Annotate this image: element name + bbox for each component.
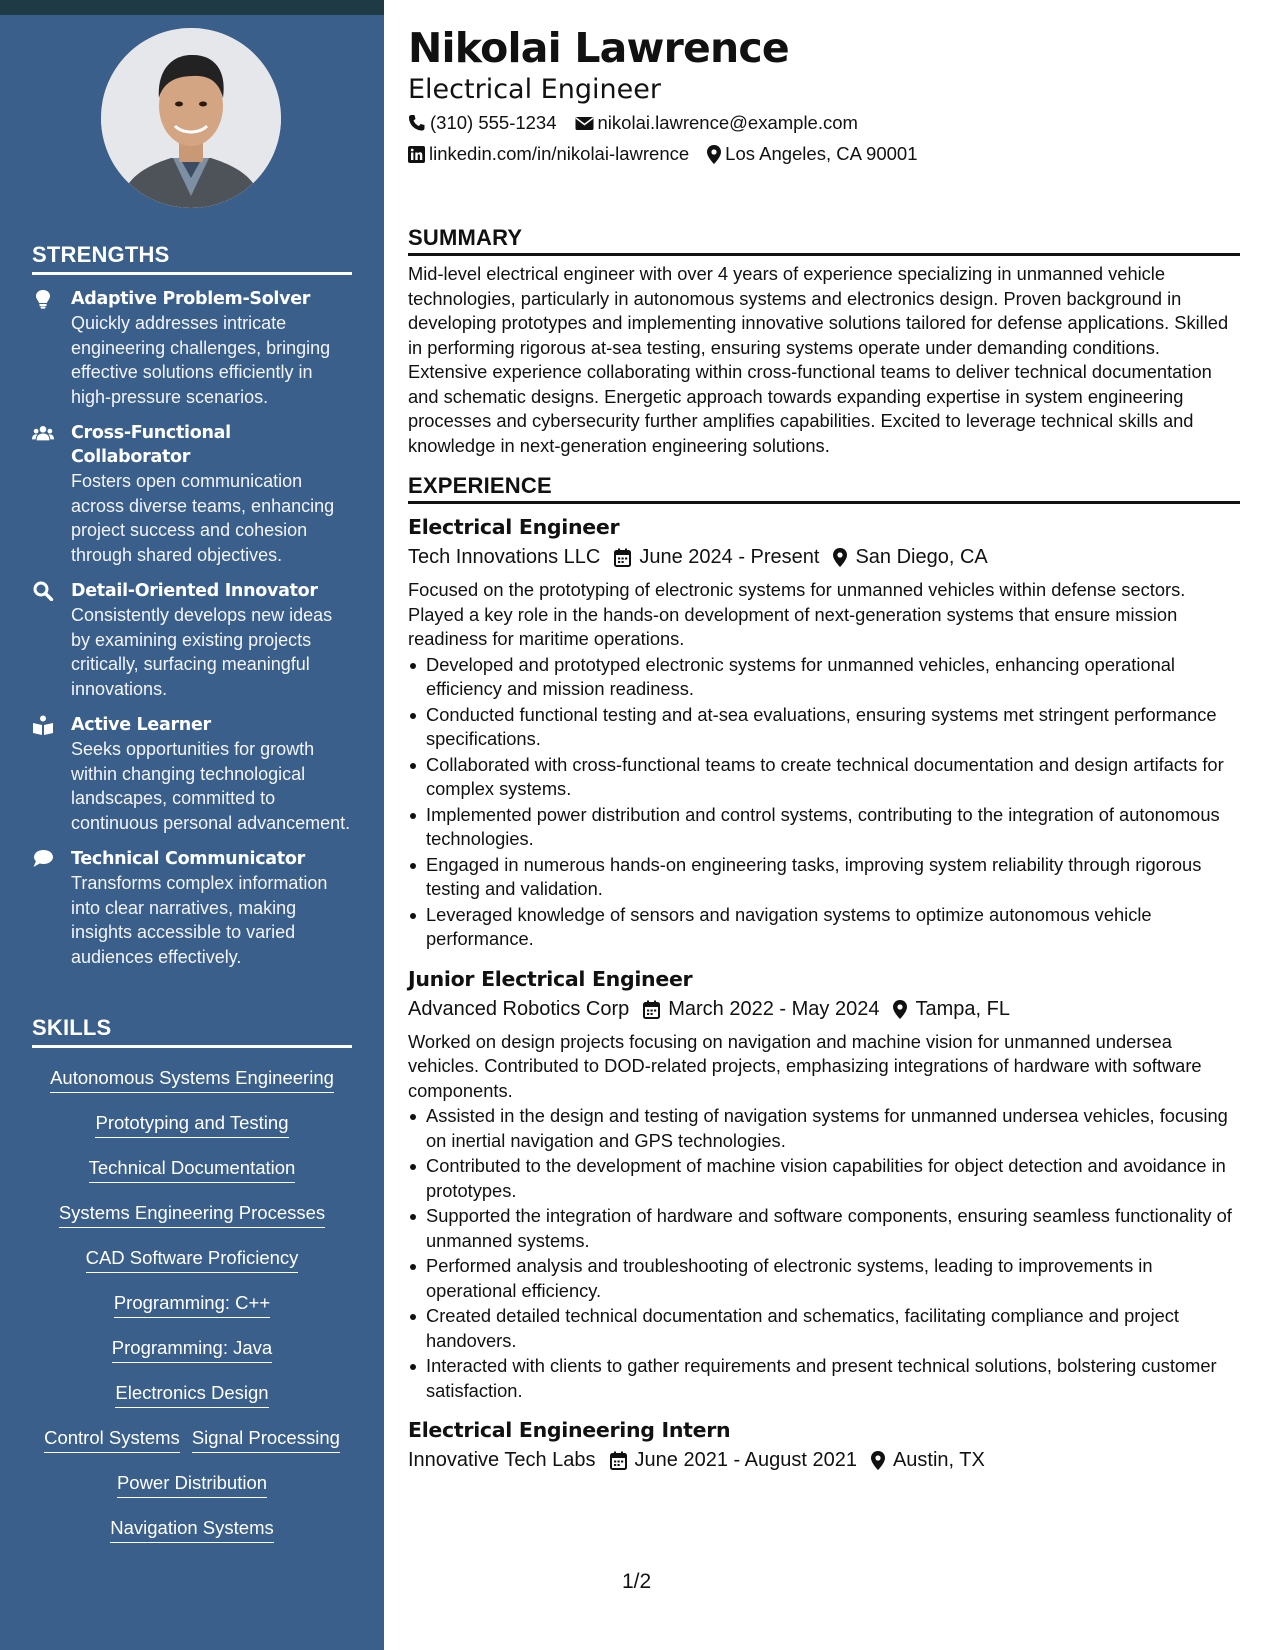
contact-location — [707, 138, 917, 170]
job-dates-text: March 2022 - May 2024 — [668, 997, 880, 1020]
bullet-item: Conducted functional testing and at-sea evaluations, ensuring systems met stringent performance specifications. — [408, 703, 1240, 752]
strength-desc: Consistently develops new ideas by examining existing projects critically, surfacing meaningful innovations. — [71, 605, 333, 699]
book-reader-icon — [32, 715, 54, 735]
bullet-item: Leveraged knowledge of sensors and navigation systems to optimize autonomous vehicle performance. — [408, 903, 1240, 952]
top-accent-bar — [0, 0, 384, 15]
strength-desc: Seeks opportunities for growth within changing technological landscapes, committed to continuous personal advancement. — [71, 739, 351, 833]
map-pin-icon — [871, 1451, 885, 1470]
job-meta — [408, 1445, 1240, 1476]
job-location-text: Austin, TX — [892, 1449, 985, 1471]
job-description: Focused on the prototyping of electronic systems for unmanned vehicles within defense sectors. Played a key role in the hands-on development of next-generation systems that ensure mission readiness for maritime operations. — [408, 579, 1186, 649]
summary-heading: SUMMARY — [408, 225, 1240, 256]
map-pin-icon — [893, 1000, 907, 1019]
skill-tag: Navigation Systems — [110, 1516, 273, 1543]
strengths-heading: STRENGTHS — [32, 242, 352, 275]
candidate-title: Electrical Engineer — [408, 74, 661, 105]
strength-item — [32, 713, 352, 835]
skill-tag: Prototyping and Testing — [95, 1111, 288, 1138]
skill-tag: Technical Documentation — [89, 1156, 296, 1183]
location-text: Los Angeles, CA 90001 — [725, 143, 918, 164]
skill-tag: CAD Software Proficiency — [86, 1246, 299, 1273]
skills-list — [32, 1058, 352, 1553]
job-title: Electrical Engineering Intern — [408, 1418, 731, 1442]
phone-text: (310) 555-1234 — [430, 112, 557, 133]
strengths-section — [32, 242, 352, 969]
map-pin-icon — [833, 548, 847, 567]
phone-icon — [408, 114, 426, 132]
job-dates — [643, 994, 879, 1025]
strength-desc: Quickly addresses intricate engineering challenges, bringing effective solutions efficiently in high-pressure scenarios. — [71, 313, 331, 407]
job-entry — [408, 964, 1240, 1404]
job-dates — [610, 1445, 857, 1476]
skill-tag: Programming: C++ — [114, 1291, 270, 1318]
strength-item — [32, 579, 352, 701]
skill-tag: Programming: Java — [112, 1336, 272, 1363]
contact-row — [408, 138, 1240, 170]
users-icon — [32, 423, 54, 443]
job-entry — [408, 1415, 1240, 1476]
job-location-text: San Diego, CA — [855, 546, 988, 568]
strength-title: Detail-Oriented Innovator — [71, 581, 318, 601]
linkedin-icon — [408, 146, 425, 163]
bullet-item: Implemented power distribution and control systems, contributing to the integration of autonomous technologies. — [408, 803, 1240, 852]
bullet-item: Collaborated with cross-functional teams to create technical documentation and design artifacts for complex systems. — [408, 753, 1240, 802]
skills-heading: SKILLS — [32, 1015, 352, 1048]
job-description: Worked on design projects focusing on navigation and machine vision for unmanned undersea vehicles. Contributed to DOD-related projects, emphasizing integrations of hardware with software components. — [408, 1030, 1202, 1101]
job-bullets — [408, 1104, 1240, 1403]
main-content — [408, 18, 1240, 1476]
bullet-item: Contributed to the development of machine vision capabilities for object detection and avoidance in prototypes. — [408, 1154, 1240, 1203]
job-location — [833, 542, 987, 573]
speech-bubble-icon — [32, 849, 54, 869]
strength-title: Adaptive Problem-Solver — [71, 289, 311, 309]
job-location — [893, 994, 1009, 1025]
strength-title: Cross-Functional Collaborator — [71, 423, 231, 467]
strength-title: Technical Communicator — [71, 849, 305, 869]
bullet-item: Engaged in numerous hands-on engineering tasks, improving system reliability through rigorous testing and validation. — [408, 853, 1240, 902]
job-company: Innovative Tech Labs — [408, 1449, 596, 1471]
skill-tag: Power Distribution — [117, 1471, 267, 1498]
job-company: Tech Innovations LLC — [408, 546, 601, 568]
contact-email[interactable] — [575, 107, 858, 139]
calendar-icon — [614, 548, 631, 567]
experience-section — [408, 473, 1240, 1476]
strength-item — [32, 421, 352, 567]
map-pin-icon — [707, 145, 721, 164]
page-number: 1/2 — [622, 1570, 652, 1593]
job-meta — [408, 542, 1240, 573]
job-meta — [408, 994, 1240, 1025]
skill-tag: Signal Processing — [192, 1426, 340, 1453]
strength-title: Active Learner — [71, 715, 211, 735]
search-icon — [32, 581, 54, 601]
contact-row — [408, 107, 1240, 139]
job-title: Electrical Engineer — [408, 515, 620, 539]
strength-desc: Fosters open communication across diverse teams, enhancing project success and cohesion through shared objectives. — [71, 471, 335, 565]
job-bullets — [408, 653, 1240, 952]
candidate-name: Nikolai Lawrence — [408, 24, 789, 72]
strength-desc: Transforms complex information into clear narratives, making insights accessible to varied audiences effectively. — [71, 873, 328, 967]
bullet-item: Developed and prototyped electronic systems for unmanned vehicles, enhancing operational efficiency and mission readiness. — [408, 653, 1240, 702]
bullet-item: Supported the integration of hardware and software components, ensuring seamless functionality of unmanned systems. — [408, 1204, 1240, 1253]
skill-tag: Control Systems — [44, 1426, 180, 1453]
skill-tag: Systems Engineering Processes — [59, 1201, 325, 1228]
job-dates — [614, 542, 819, 573]
contact-linkedin[interactable] — [408, 138, 689, 170]
skill-tag: Autonomous Systems Engineering — [50, 1066, 334, 1093]
email-text[interactable]: nikolai.lawrence@example.com — [597, 112, 858, 133]
bullet-item: Interacted with clients to gather requirements and present technical solutions, bolstering customer satisfaction. — [408, 1354, 1240, 1403]
calendar-icon — [643, 1000, 660, 1019]
summary-text: Mid-level electrical engineer with over 4 years of experience specializing in unmanned vehicle technologies, particularly in autonomous systems and electronics design. Proven background in developing prototypes and implementing innovative solutions tailored for defense applications. Skilled in performing rigorous at-sea testing, ensuring systems operate under demanding conditions. Extensive experience collaborating within cross-functional teams to deliver technical documentation and schematic designs. Energetic approach towards expanding expertise in system engineering processes and cybersecurity further amplifies capabilities. Excited to leverage technical skills and knowledge in next-generation engineering solutions. — [408, 263, 1229, 456]
job-dates-text: June 2024 - Present — [639, 546, 820, 568]
job-entry — [408, 512, 1240, 952]
strength-item — [32, 287, 352, 409]
avatar — [101, 28, 281, 208]
sidebar — [0, 15, 384, 1650]
calendar-icon — [610, 1451, 627, 1470]
bullet-item: Assisted in the design and testing of navigation systems for unmanned undersea vehicles, focusing on inertial navigation and GPS technologies. — [408, 1104, 1240, 1153]
summary-section — [408, 225, 1240, 458]
strength-item — [32, 847, 352, 969]
job-dates-text: June 2021 - August 2021 — [634, 1449, 857, 1471]
job-title: Junior Electrical Engineer — [408, 966, 693, 991]
contact-phone — [408, 107, 557, 139]
lightbulb-icon — [32, 289, 54, 309]
bullet-item: Performed analysis and troubleshooting of electronic systems, leading to improvements in operational efficiency. — [408, 1254, 1240, 1303]
skills-section — [32, 1015, 352, 1553]
job-company: Advanced Robotics Corp — [408, 997, 630, 1020]
experience-heading: EXPERIENCE — [408, 473, 1240, 504]
envelope-icon — [575, 115, 594, 131]
job-location-text: Tampa, FL — [915, 997, 1010, 1020]
profile-header — [408, 18, 1240, 170]
skill-tag: Electronics Design — [115, 1381, 268, 1408]
bullet-item: Created detailed technical documentation and schematics, facilitating compliance and project handovers. — [408, 1304, 1240, 1353]
job-location — [871, 1445, 985, 1476]
linkedin-text[interactable]: linkedin.com/in/nikolai-lawrence — [429, 143, 690, 164]
